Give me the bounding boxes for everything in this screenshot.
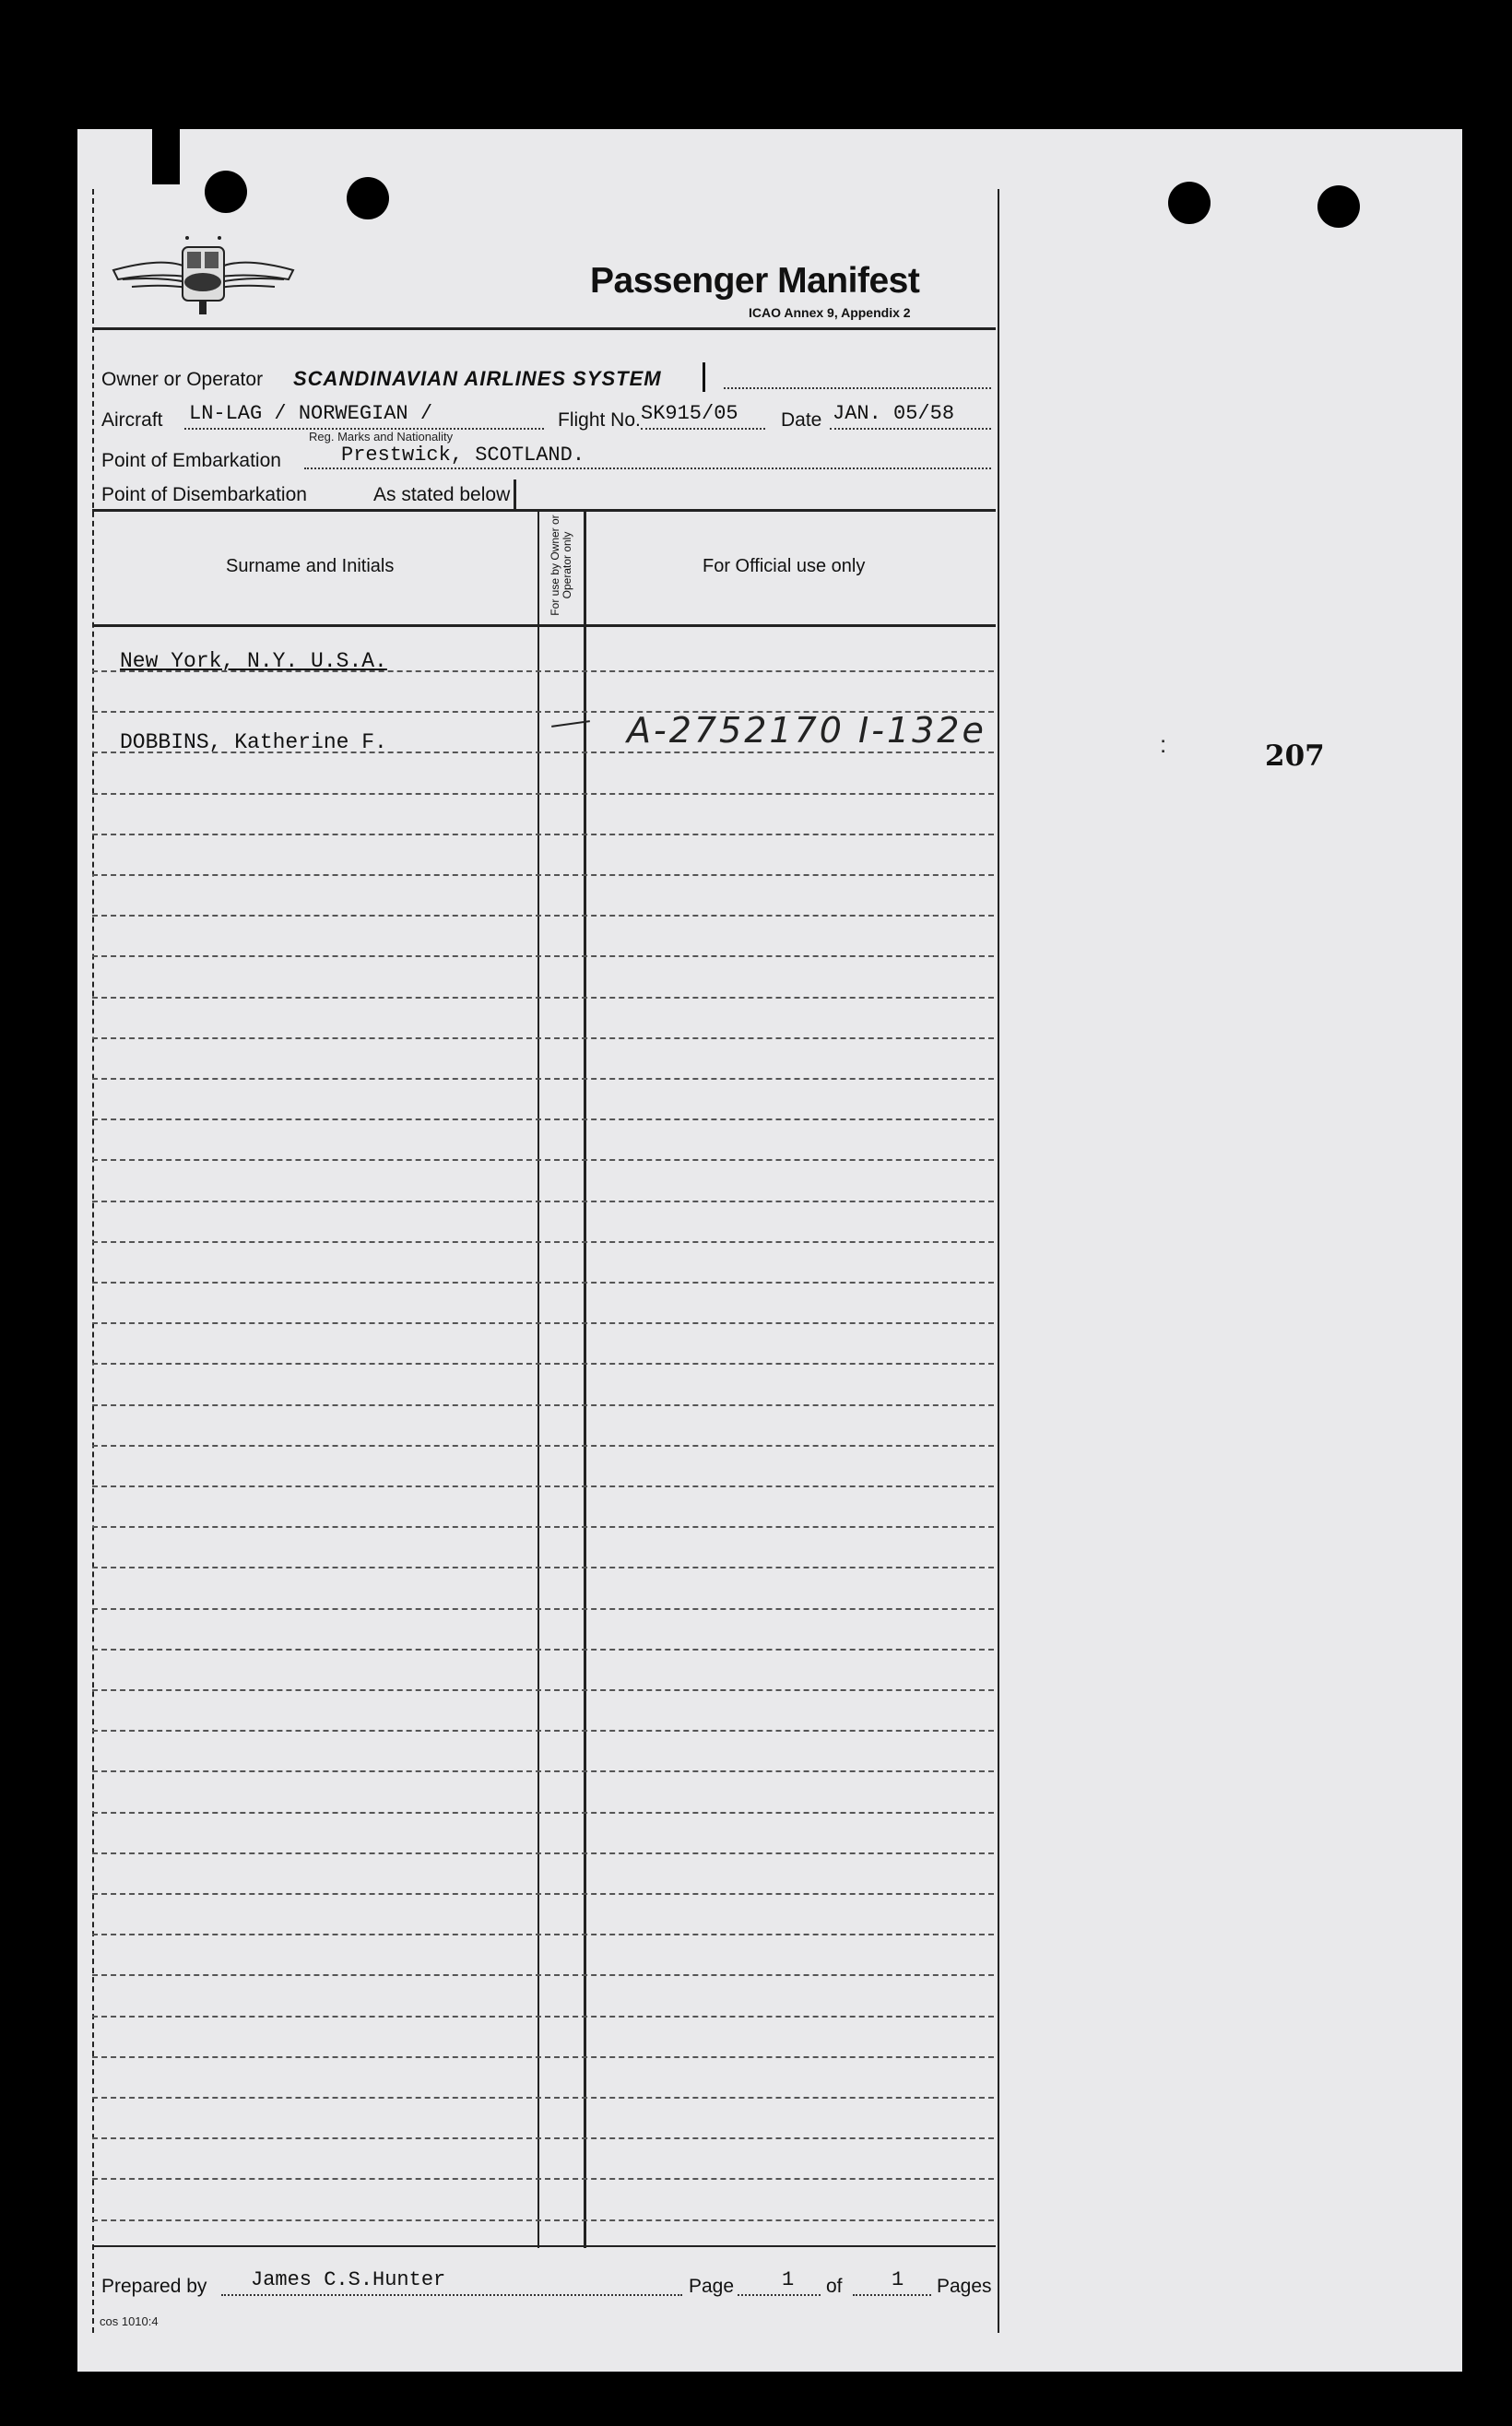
table-row — [92, 1201, 994, 1202]
prepared-label: Prepared by — [101, 2276, 207, 2297]
embarkation-label: Point of Embarkation — [101, 450, 281, 471]
table-row — [92, 915, 994, 917]
surname-header: Surname and Initials — [226, 556, 395, 576]
table-row — [92, 1282, 994, 1284]
table-row — [92, 1770, 994, 1772]
table-row — [92, 1404, 994, 1406]
table-row — [92, 793, 994, 795]
flight-label: Flight No. — [558, 409, 641, 431]
table-row — [92, 2016, 994, 2018]
of-value: 1 — [892, 2268, 904, 2291]
table-row — [92, 2219, 994, 2221]
page-value: 1 — [782, 2268, 795, 2291]
table-row — [92, 2097, 994, 2099]
date-value: JAN. 05/58 — [833, 402, 955, 425]
table-row — [92, 1037, 994, 1039]
destination-row: New York, N.Y. U.S.A. — [120, 649, 387, 673]
table-row — [92, 1689, 994, 1691]
dotted-line — [738, 2294, 821, 2296]
table-row — [92, 955, 994, 957]
side-number: 207 — [1265, 740, 1325, 773]
dotted-line — [641, 428, 765, 430]
table-row — [92, 1118, 994, 1120]
divider — [92, 509, 996, 512]
table-row — [92, 1852, 994, 1854]
page-label: Page — [689, 2276, 735, 2297]
owner-value: SCANDINAVIAN AIRLINES SYSTEM — [293, 367, 662, 390]
table-row — [92, 1608, 994, 1610]
aircraft-label: Aircraft — [101, 409, 163, 431]
table-row — [92, 2056, 994, 2058]
embarkation-value: Prestwick, SCOTLAND. — [341, 444, 585, 467]
table-row — [92, 997, 994, 999]
passenger-name: DOBBINS, Katherine F. — [120, 730, 387, 754]
colon-mark: : — [1160, 730, 1167, 758]
column-divider — [537, 510, 539, 2248]
table-row — [92, 2178, 994, 2180]
dotted-line — [853, 2294, 931, 2296]
pages-label: Pages — [937, 2276, 992, 2297]
punch-hole — [1168, 182, 1211, 224]
dotted-line — [221, 2294, 682, 2296]
aircraft-sublabel: Reg. Marks and Nationality — [309, 430, 454, 444]
punch-hole — [1317, 185, 1360, 228]
column-divider — [584, 510, 586, 2248]
prepared-value: James C.S.Hunter — [251, 2268, 446, 2291]
form-code: cos 1010:4 — [100, 2314, 159, 2328]
table-row — [92, 1974, 994, 1976]
date-label: Date — [781, 409, 822, 431]
table-row — [92, 874, 994, 876]
table-row — [92, 1567, 994, 1568]
owner-use-header: For use by Owner or Operator only — [549, 515, 573, 616]
table-row — [92, 1322, 994, 1324]
table-row — [92, 1363, 994, 1365]
dotted-line — [304, 467, 991, 469]
table-row — [92, 1241, 994, 1243]
divider — [92, 327, 996, 330]
aircraft-value: LN-LAG / NORWEGIAN / — [189, 402, 433, 425]
table-row — [92, 1730, 994, 1732]
of-label: of — [826, 2276, 843, 2297]
table-row — [92, 1893, 994, 1895]
table-row — [92, 2137, 994, 2139]
table-row — [92, 1159, 994, 1161]
table-row — [92, 1485, 994, 1487]
table-row — [92, 1812, 994, 1814]
document-title: Passenger Manifest — [590, 261, 920, 301]
disembarkation-value: As stated below — [373, 484, 511, 505]
pen-mark — [703, 362, 705, 392]
airline-logo-icon — [109, 229, 298, 321]
table-row — [92, 1526, 994, 1528]
torn-corner — [152, 129, 180, 184]
owner-label: Owner or Operator — [101, 369, 264, 390]
divider — [514, 479, 516, 511]
flight-value: SK915/05 — [641, 402, 738, 425]
table-row — [92, 834, 994, 835]
table-row — [92, 1445, 994, 1447]
document-subtitle: ICAO Annex 9, Appendix 2 — [749, 305, 911, 320]
dotted-line — [830, 428, 991, 430]
divider — [92, 2245, 996, 2247]
divider — [92, 624, 996, 627]
table-row — [92, 1078, 994, 1080]
table-row — [92, 1649, 994, 1651]
official-header: For Official use only — [703, 556, 866, 576]
table-row — [92, 1934, 994, 1935]
dotted-line — [724, 387, 991, 389]
official-note: A-2752170 I-132e — [627, 710, 986, 751]
disembarkation-label: Point of Disembarkation — [101, 484, 307, 505]
